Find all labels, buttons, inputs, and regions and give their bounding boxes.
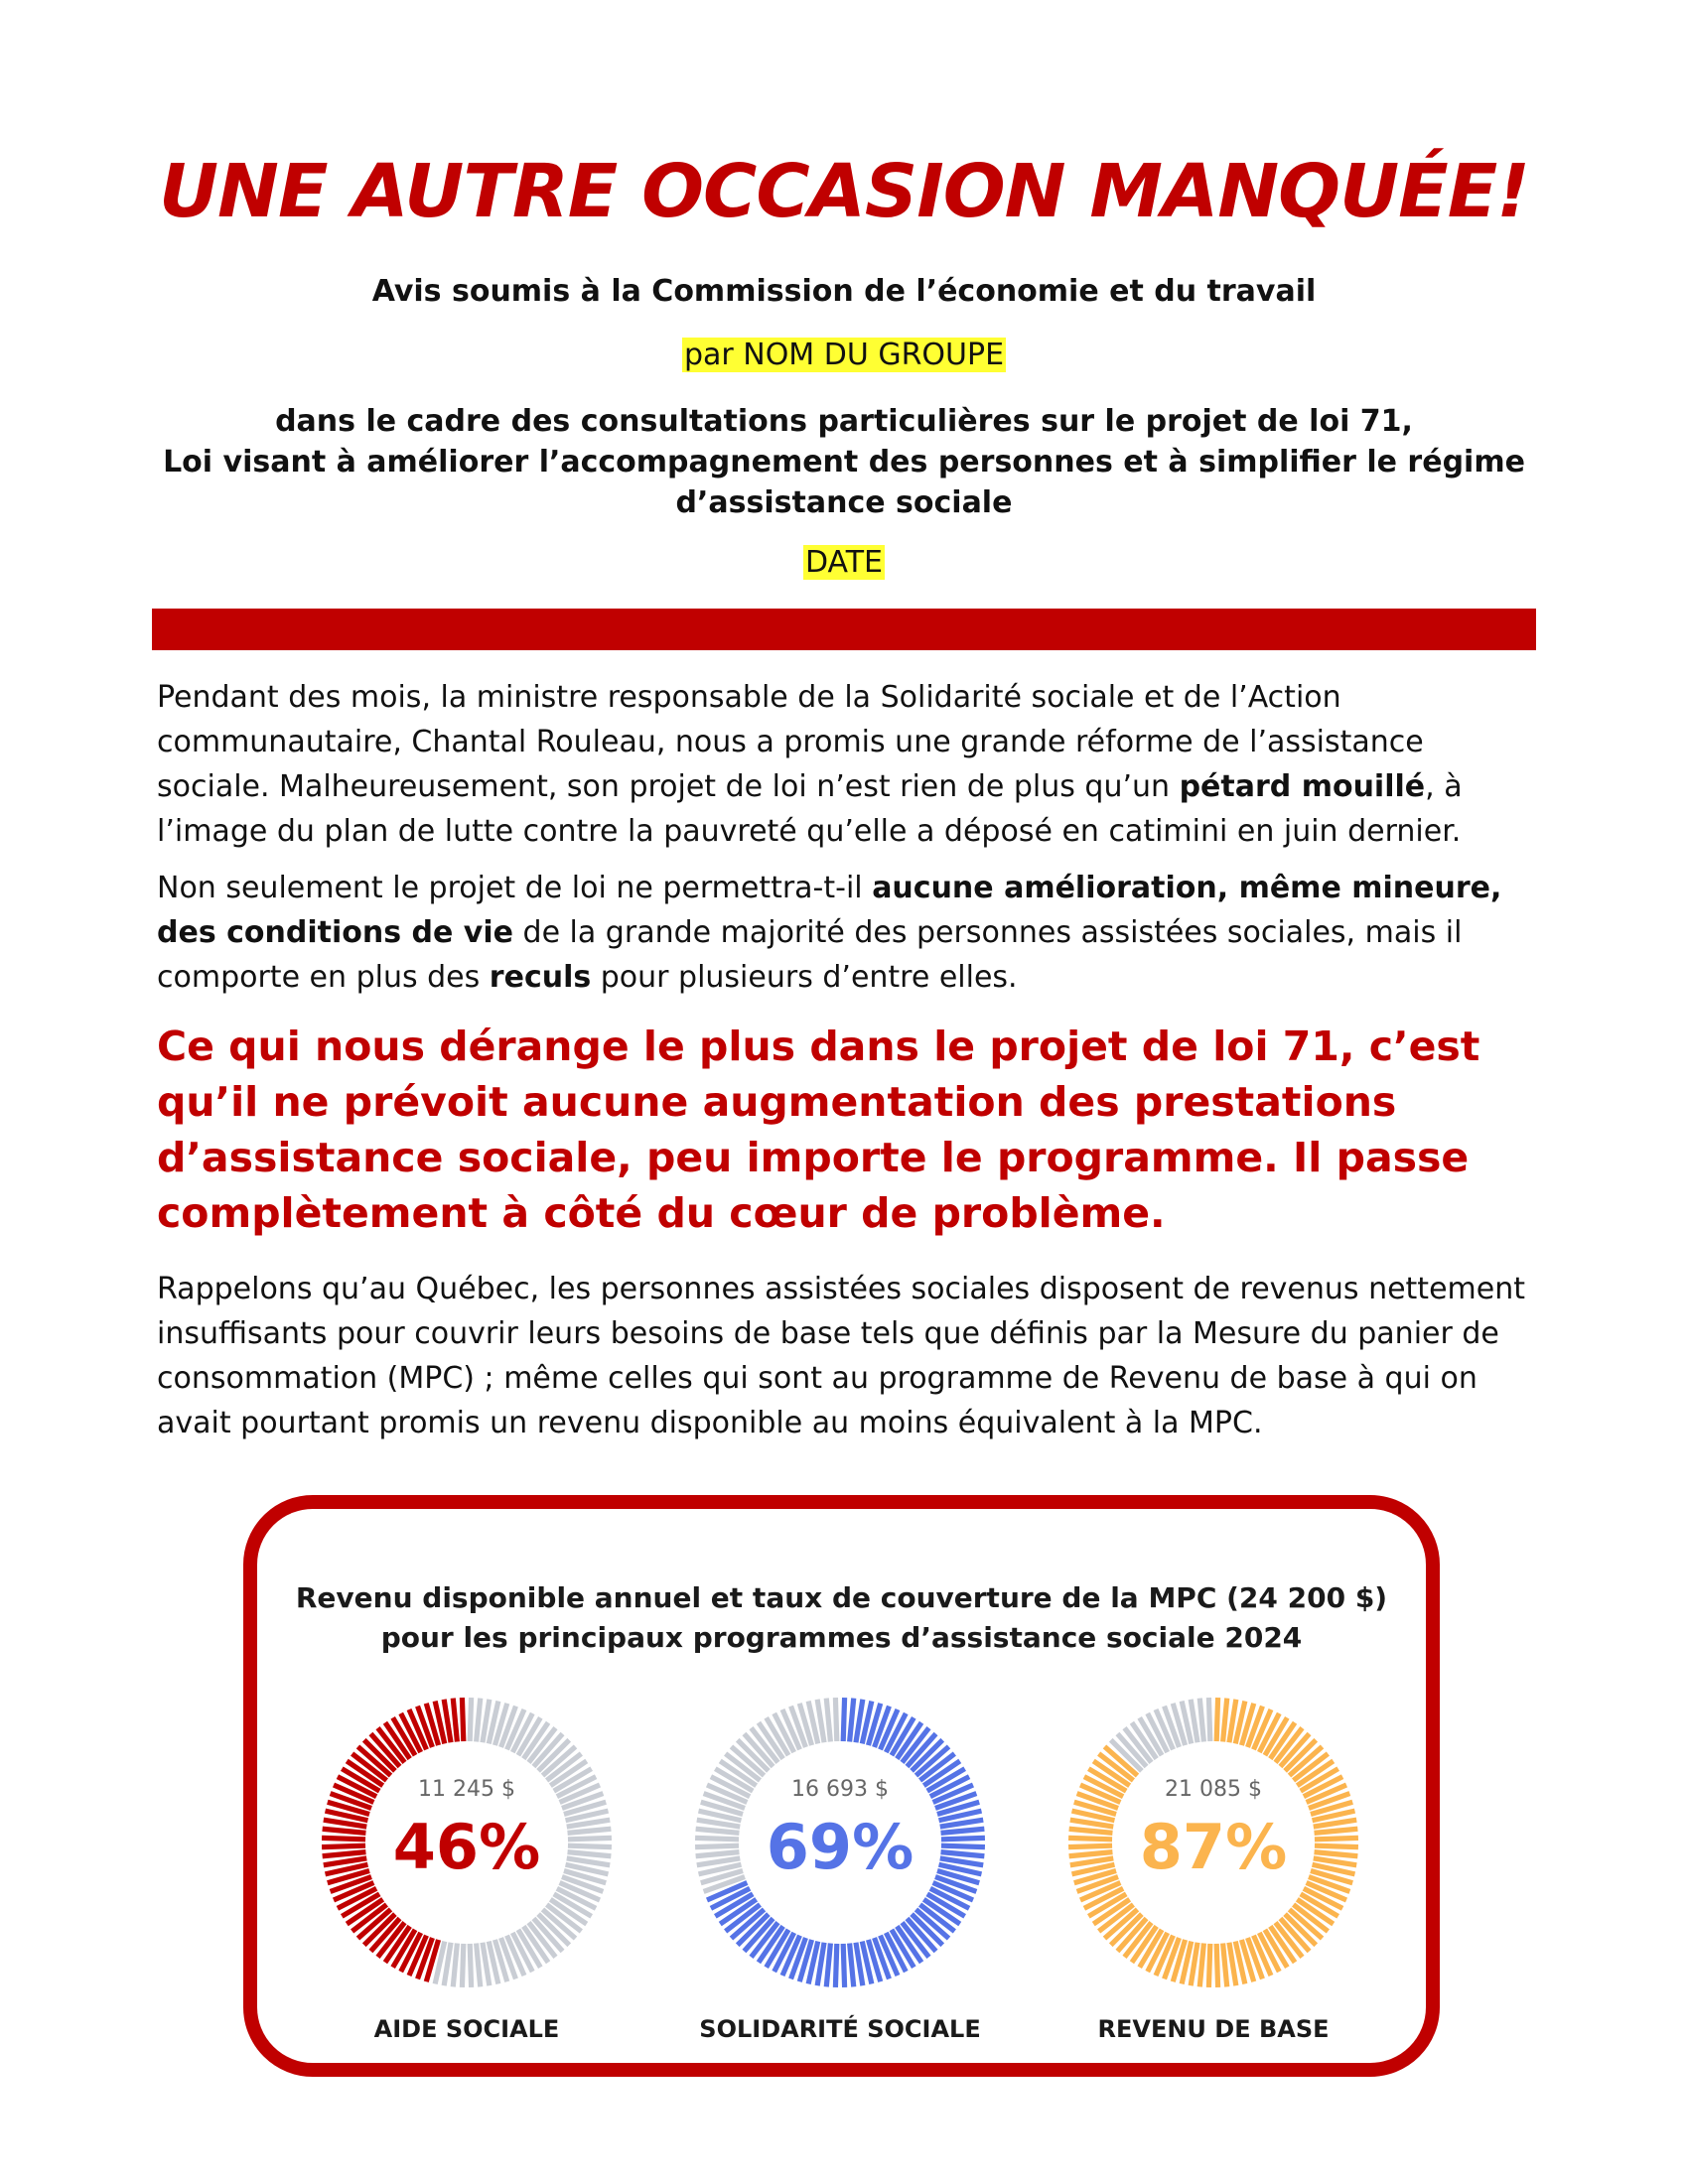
donut-segment-filled bbox=[843, 1944, 844, 1987]
donut-segment-remainder bbox=[477, 1944, 481, 1987]
donut-segment-filled bbox=[1223, 1699, 1227, 1742]
paragraph-1-text-a: Pendant des mois, la ministre responsable de la Solidarité sociale et de l’Action communautaire, Chantal Rouleau, nous a promis une grande réforme de l’assistance sociale. Malheureusement, son projet de loi n’est rien de plus qu’un bbox=[157, 680, 1424, 804]
document-subtitle: Avis soumis à la Commission de l’économie et du travail bbox=[371, 274, 1317, 309]
donut-aide-sociale bbox=[318, 1694, 616, 1991]
donut-segment-filled bbox=[850, 1944, 854, 1987]
donut-label: AIDE SOCIALE bbox=[373, 2015, 560, 2043]
donut-segment-remainder bbox=[453, 1944, 457, 1987]
document-title: UNE AUTRE OCCASION MANQUÉE! bbox=[158, 149, 1530, 234]
paragraph-2-text-a: Non seulement le projet de loi ne permettra-t-il bbox=[157, 871, 873, 905]
paragraph-2-bold-b: reculs bbox=[489, 960, 592, 995]
donut-segment-filled bbox=[453, 1699, 457, 1742]
donut-segment-filled bbox=[835, 1944, 836, 1987]
chart-title-line-2: pour les principaux programmes d’assistance sociale 2024 bbox=[380, 1621, 1303, 1654]
chart-frame bbox=[243, 1495, 1440, 2077]
donut-percent: 69% bbox=[766, 1811, 914, 1883]
paragraph-2-bold-a: aucune amélioration, même mineure, des conditions de vie bbox=[157, 871, 1502, 950]
donut-label: SOLIDARITÉ SOCIALE bbox=[699, 2015, 981, 2043]
chart-title-line-1: Revenu disponible annuel et taux de couverture de la MPC (24 200 $) bbox=[295, 1581, 1388, 1614]
donut-segment-filled bbox=[1208, 1944, 1209, 1987]
donut-amount: 16 693 $ bbox=[791, 1777, 889, 1802]
context-text bbox=[0, 401, 1688, 523]
donut-segment-filled bbox=[1216, 1698, 1217, 1741]
donut-solidarite-sociale bbox=[691, 1694, 989, 1991]
context-line-2: Loi visant à améliorer l’accompagnement des personnes et à simplifier le régime bbox=[163, 445, 1525, 479]
donut-segment-filled bbox=[1216, 1944, 1217, 1987]
group-line bbox=[0, 338, 1688, 372]
chart-title bbox=[257, 1578, 1426, 1658]
donut-segment-remainder bbox=[835, 1698, 836, 1741]
donut-segment-filled bbox=[1223, 1944, 1227, 1987]
donut-segment-filled bbox=[843, 1698, 844, 1741]
group-name: par NOM DU GROUPE bbox=[683, 338, 1005, 372]
donut-amount: 11 245 $ bbox=[418, 1777, 515, 1802]
donut-segment-remainder bbox=[470, 1698, 471, 1741]
paragraph-3: Rappelons qu’au Québec, les personnes assistées sociales disposent de revenus nettement insuffisants pour couvrir leurs besoins de base tels que définis par la Mesure du panier de consommation (MPC) ; même celles qui sont au programme de Revenu de base à qui on avait pourtant promis un revenu disponible au moins équivalent à la MPC. bbox=[157, 1272, 1525, 1440]
donut-segment-remainder bbox=[462, 1944, 463, 1987]
donut-segment-remainder bbox=[1199, 1699, 1203, 1742]
donut-segment-remainder bbox=[477, 1699, 481, 1742]
donut-amount: 21 085 $ bbox=[1165, 1777, 1262, 1802]
donut-segment-remainder bbox=[826, 1699, 830, 1742]
donut-revenu-de-base bbox=[1064, 1694, 1362, 1991]
date: DATE bbox=[804, 545, 884, 580]
donut-segment-filled bbox=[826, 1944, 830, 1987]
donut-segment-filled bbox=[462, 1698, 463, 1741]
context-line-3: d’assistance sociale bbox=[675, 485, 1013, 520]
donut-label: REVENU DE BASE bbox=[1097, 2015, 1330, 2043]
paragraph-1-text-b: , à l’image du plan de lutte contre la pauvreté qu’elle a déposé en catimini en juin dernier. bbox=[157, 769, 1463, 849]
context-line-1: dans le cadre des consultations particulières sur le projet de loi 71, bbox=[275, 404, 1413, 439]
divider-bar bbox=[152, 609, 1536, 650]
donut-percent: 46% bbox=[392, 1811, 541, 1883]
donut-segment-filled bbox=[1199, 1944, 1203, 1987]
paragraph-2 bbox=[157, 866, 1537, 1000]
highlight-paragraph: Ce qui nous dérange le plus dans le projet de loi 71, c’est qu’il ne prévoit aucune augmentation des prestations d’assistance sociale, peu importe le programme. Il passe complètement à côté du cœur de problème. bbox=[157, 1023, 1480, 1237]
donut-segment-filled bbox=[850, 1699, 854, 1742]
donut-segment-remainder bbox=[470, 1944, 471, 1987]
donut-percent: 87% bbox=[1139, 1811, 1288, 1883]
paragraph-1 bbox=[157, 675, 1537, 854]
paragraph-1-bold: pétard mouillé bbox=[1179, 769, 1426, 804]
paragraph-2-text-c: pour plusieurs d’entre elles. bbox=[591, 960, 1018, 995]
donut-segment-remainder bbox=[1208, 1698, 1209, 1741]
paragraph-2-text-b: de la grande majorité des personnes assistées sociales, mais il comporte en plus des bbox=[157, 915, 1463, 995]
date-line bbox=[0, 545, 1688, 580]
